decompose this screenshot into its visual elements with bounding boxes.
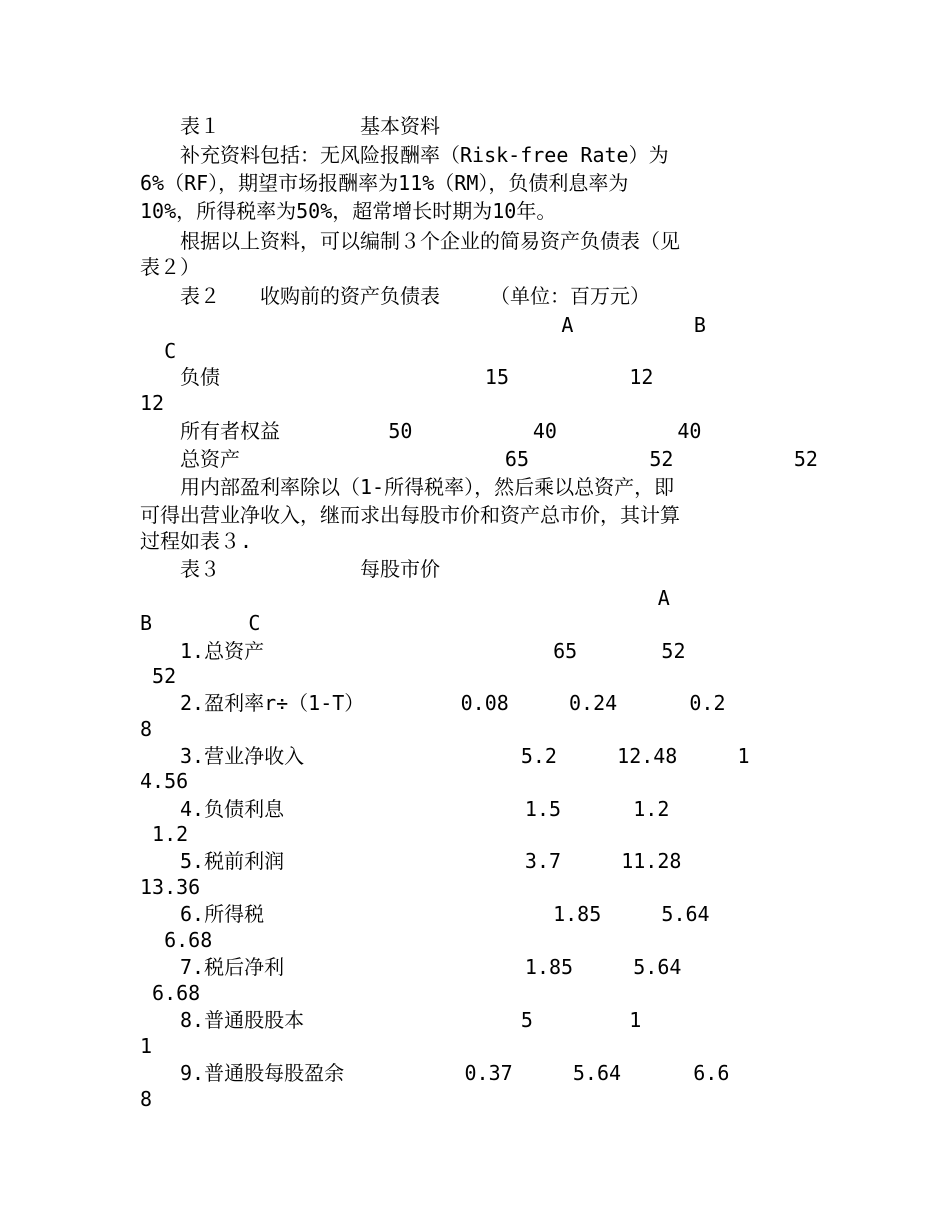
- table3-title: 表３ 每股市价: [140, 557, 440, 581]
- table3-row-4: 4.负债利息 1.5 1.2: [140, 797, 670, 821]
- table3-row-9: 9.普通股每股盈余 0.37 5.64 6.6: [140, 1061, 730, 1085]
- table3-row-3: 3.营业净收入 5.2 12.48 1: [140, 744, 750, 768]
- table2-header-line-2: C: [140, 339, 177, 363]
- table3-row-3-wrap: 4.56: [140, 769, 189, 793]
- table3-note-line-3: 过程如表３.: [140, 529, 253, 553]
- table3-note-line-2: 可得出营业净收入，继而求出每股市价和资产总市价，其计算: [140, 503, 680, 527]
- table2-header-line-1: A B: [140, 313, 706, 337]
- table3-row-8-wrap: 1: [140, 1034, 153, 1058]
- table2-row-equity: 所有者权益 50 40 40: [140, 419, 702, 443]
- supplement-text-line-3: 10%，所得税率为50%，超常增长时期为10年。: [140, 199, 557, 223]
- table3-row-2: 2.盈利率r÷（1-T） 0.08 0.24 0.2: [140, 691, 726, 715]
- table3-note-line-1: 用内部盈利率除以（1-所得税率），然后乘以总资产，即: [140, 475, 675, 499]
- table3-header-line-1: A: [140, 586, 670, 610]
- supplement-text-line-1: 补充资料包括：无风险报酬率（Risk-free Rate）为: [140, 143, 669, 167]
- table3-row-1: 1.总资产 65 52: [140, 639, 686, 663]
- table3-row-8: 8.普通股股本 5 1: [140, 1008, 642, 1032]
- table3-row-5: 5.税前利润 3.7 11.28: [140, 849, 682, 873]
- table3-header-line-2: B C: [140, 611, 261, 635]
- table3-row-2-wrap: 8: [140, 717, 153, 741]
- table3-row-7: 7.税后净利 1.85 5.64: [140, 955, 682, 979]
- table3-row-9-wrap: 8: [140, 1087, 153, 1111]
- balance-note-line-1: 根据以上资料，可以编制３个企业的简易资产负债表（见: [140, 229, 680, 253]
- table2-row-liabilities: 负债 15 12: [140, 365, 654, 389]
- table3-row-6: 6.所得税 1.85 5.64: [140, 902, 710, 926]
- table3-row-4-wrap: 1.2: [140, 822, 189, 846]
- table2-title: 表２ 收购前的资产负债表 （单位：百万元）: [140, 284, 650, 308]
- table3-row-1-wrap: 52: [140, 664, 177, 688]
- table3-row-5-wrap: 13.36: [140, 875, 201, 899]
- table3-row-7-wrap: 6.68: [140, 981, 201, 1005]
- table2-row-total-assets: 总资产 65 52 52: [140, 447, 818, 471]
- table1-title: 表１ 基本资料: [140, 114, 440, 138]
- table2-row-liabilities-wrap: 12: [140, 391, 165, 415]
- balance-note-line-2: 表２）: [140, 255, 200, 279]
- table3-row-6-wrap: 6.68: [140, 928, 213, 952]
- supplement-text-line-2: 6%（RF），期望市场报酬率为11%（RM），负债利息率为: [140, 171, 629, 195]
